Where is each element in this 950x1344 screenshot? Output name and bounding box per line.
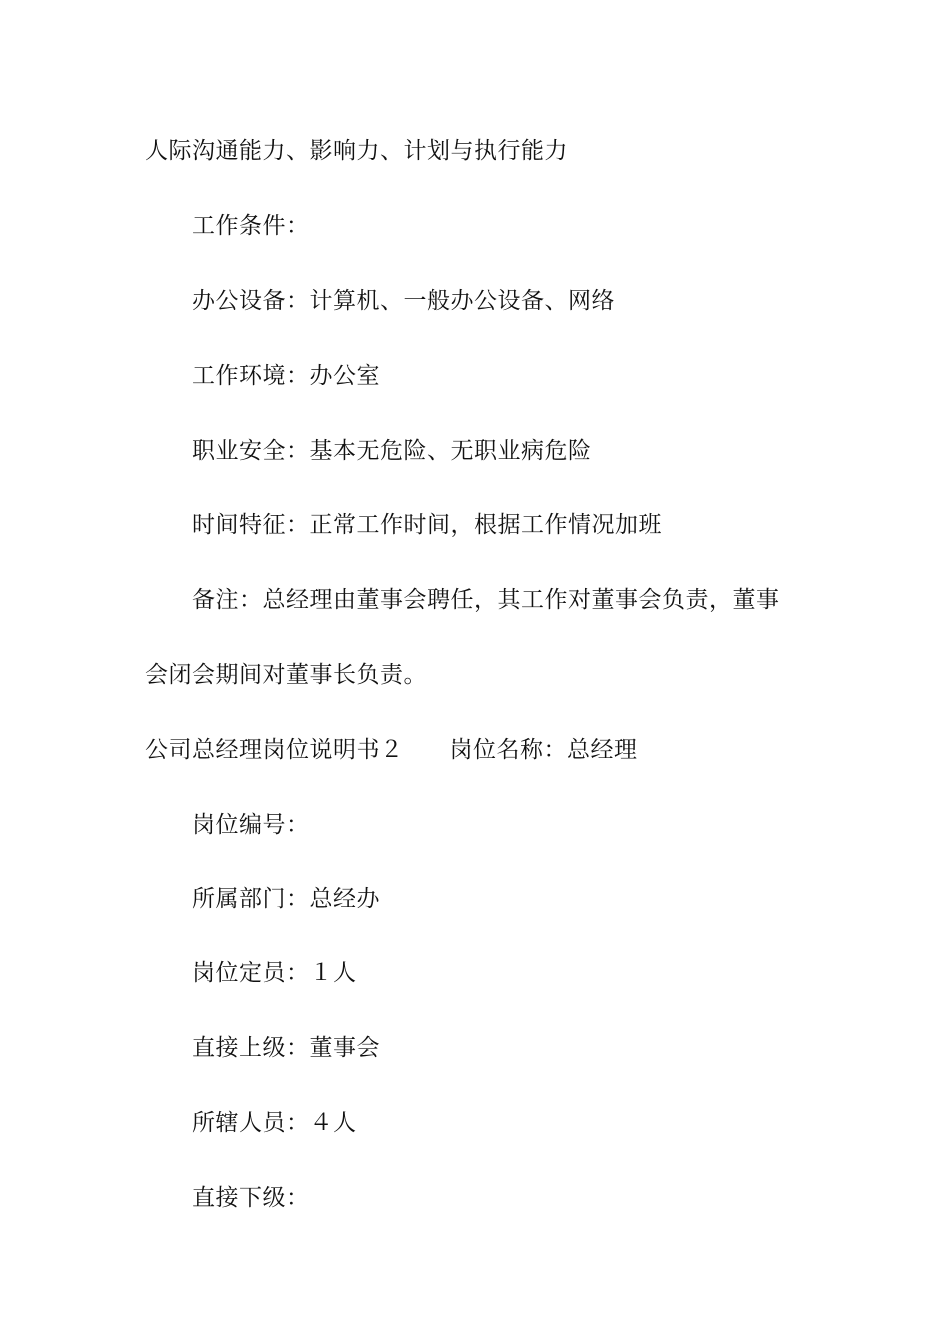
paragraph-direct-subordinates: 直接下级： (192, 1185, 310, 1211)
paragraph-remarks-continued: 会闭会期间对董事长负责。 (145, 662, 427, 688)
paragraph-occupational-safety: 职业安全：基本无危险、无职业病危险 (192, 438, 592, 464)
paragraph-time-characteristics: 时间特征：正常工作时间，根据工作情况加班 (192, 512, 662, 538)
paragraph-abilities: 人际沟通能力、影响力、计划与执行能力 (145, 138, 568, 164)
paragraph-work-environment: 工作环境：办公室 (192, 363, 380, 389)
paragraph-department: 所属部门：总经办 (192, 886, 380, 912)
paragraph-work-conditions-heading: 工作条件： (192, 213, 310, 239)
section-title-row (145, 735, 638, 765)
paragraph-direct-superior: 直接上级：董事会 (192, 1035, 380, 1061)
paragraph-remarks: 备注：总经理由董事会聘任，其工作对董事会负责，董事 (192, 587, 780, 613)
position-name: 岗位名称：总经理 (449, 737, 638, 763)
section-title: 公司总经理岗位说明书２ (145, 737, 404, 763)
paragraph-headcount: 岗位定员：１人 (192, 960, 357, 986)
paragraph-subordinate-count: 所辖人员：４人 (192, 1110, 357, 1136)
paragraph-office-equipment: 办公设备：计算机、一般办公设备、网络 (192, 288, 615, 314)
paragraph-position-number: 岗位编号： (192, 812, 310, 838)
